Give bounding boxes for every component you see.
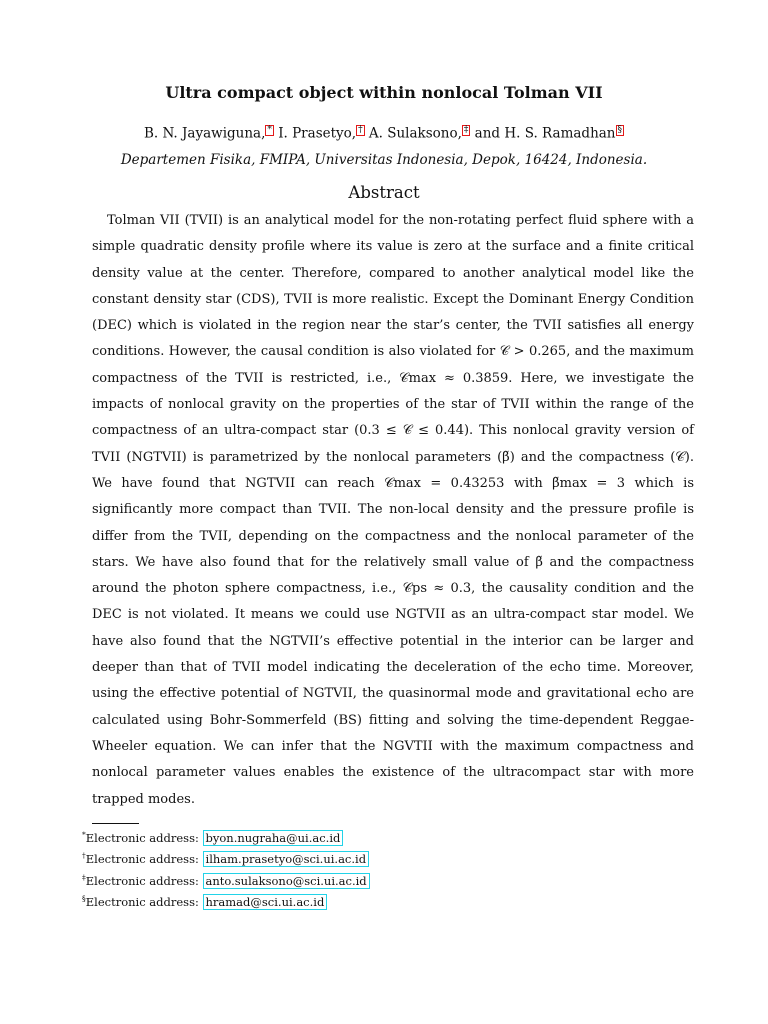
email-link[interactable]: ilham.prasetyo@sci.ui.ac.id [203, 851, 370, 867]
author-name: I. Prasetyo, [278, 125, 357, 142]
footnote-mark: § [82, 894, 86, 904]
author-list [0, 125, 768, 142]
footnote-link[interactable]: * [267, 125, 272, 135]
email-link[interactable]: hramad@sci.ui.ac.id [203, 894, 328, 910]
paper-title: Ultra compact object within nonlocal Tolman VII [165, 83, 603, 102]
footnote-mark: * [82, 830, 86, 839]
footnotes [82, 826, 370, 912]
footnote-rule [92, 823, 139, 824]
author-name: and H. S. Ramadhan [474, 125, 616, 142]
footnote-item [82, 847, 370, 868]
abstract-body [92, 208, 694, 813]
email-link[interactable]: byon.nugraha@ui.ac.id [203, 830, 344, 846]
abstract-paragraph: Tolman VII (TVII) is an analytical model for the non-rotating perfect fluid sphere with a simple quadratic density profile where its value is zero at the surface and a finite critical density value at the center. Therefore, compared to another analytical model like the constant density star (CDS), TVII is more realistic. Except the Dominant Energy Condition (DEC) which is violated in the region near the star’s center, the TVII satisfies all energy conditions. However, the causal condition is also violated for 𝒞 > 0.265, and the maximum compactness of the TVII is restricted, i.e., 𝒞max ≈ 0.3859. Here, we investigate the impacts of nonlocal gravity on the properties of the star of TVII within the range of the compactness of an ultra-compact star (0.3 ≤ 𝒞 ≤ 0.44). This nonlocal gravity version of TVII (NGTVII) is parametrized by the nonlocal parameters (β̃) and the compactness (𝒞). We have found that NGTVII can reach 𝒞max = 0.43253 with β̃max = 3 which is significantly more compact than TVII. The non-local density and the pressure profile is differ from the TVII, depending on the compactness and the nonlocal parameter of the stars. We have also found that for the relatively small value of β̃ and the compactness around the photon sphere compactness, i.e., 𝒞ps ≈ 0.3, the causality condition and the DEC is not violated. It means we could use NGTVII as an ultra-compact star model. We have also found that the NGTVII’s effective potential in the interior can be larger and deeper than that of TVII model indicating the deceleration of the echo time. Moreover, using the effective potential of NGTVII, the quasinormal mode and gravitational echo are calculated using Bohr-Sommerfeld (BS) fitting and solving the time-dependent Reggae-Wheeler equation. We can infer that the NGVTII with the maximum compactness and nonlocal parameter values enables the existence of the ultracompact star with more trapped modes. [92, 213, 694, 807]
footnote-link[interactable]: † [358, 125, 363, 135]
affiliation: Departemen Fisika, FMIPA, Universitas Indonesia, Depok, 16424, Indonesia. [120, 152, 648, 168]
footnote-link[interactable]: § [617, 125, 623, 135]
footnote-label: Electronic address: [85, 852, 203, 867]
email-link[interactable]: anto.sulaksono@sci.ui.ac.id [203, 873, 370, 889]
author-name: A. Sulaksono, [368, 125, 462, 142]
footnote-link[interactable]: ‡ [463, 125, 469, 135]
footnote-item [82, 826, 370, 847]
footnote-mark: † [82, 851, 86, 861]
footnote-item [82, 869, 370, 890]
footnote-item [82, 890, 370, 911]
author-name: B. N. Jayawiguna, [143, 125, 266, 142]
footnote-label: Electronic address: [85, 873, 203, 888]
footnote-label: Electronic address: [85, 830, 203, 845]
abstract-heading: Abstract [348, 183, 420, 202]
footnote-label: Electronic address: [85, 895, 203, 910]
footnote-mark: ‡ [82, 872, 86, 882]
